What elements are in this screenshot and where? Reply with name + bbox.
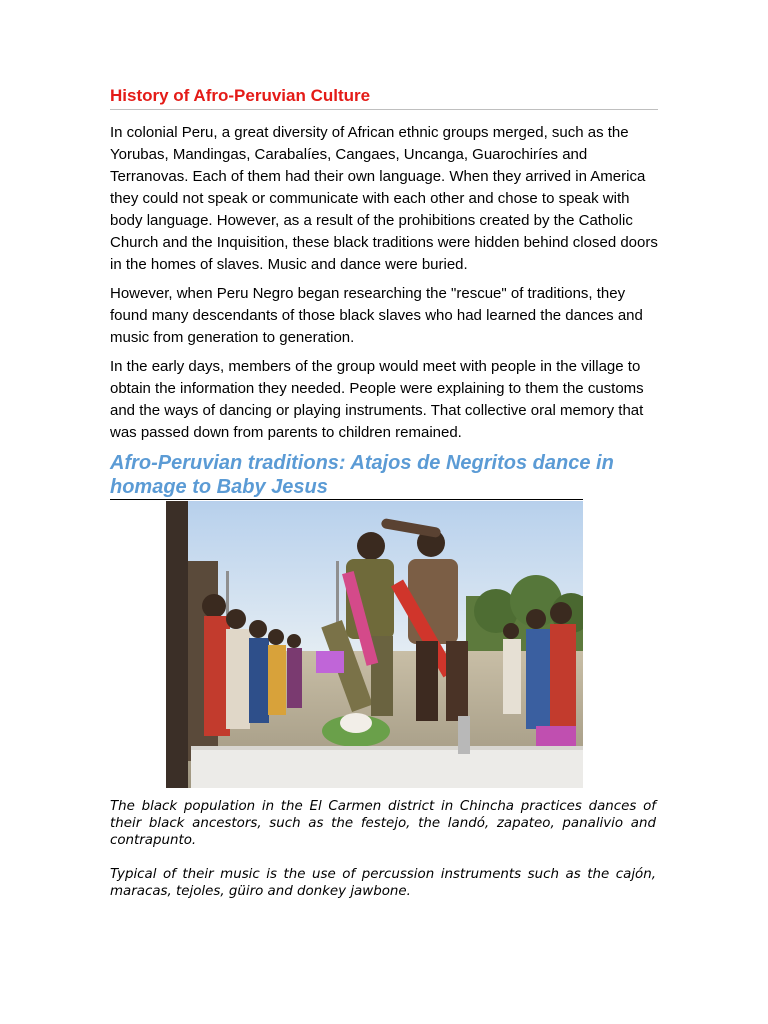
caption-el-carmen: The black population in the El Carmen district in Chincha practices dances of their black ancestors, such as the festejo, the landó, zapateo, panalivio and contrapunto. [110, 799, 656, 848]
paragraph-colonial-peru: In colonial Peru, a great diversity of African ethnic groups merged, such as the Yorubas, Mandingas, Carabalíes, Cangaes, Uncanga, Guarochiríes and Terranovas. Each of them had their own language. When they arrived in America they could not speak or communicate with each other and chose to speak with body language. However, as a result of the prohibitions created by the Catholic Church and the Inquisition, these black traditions were hidden behind closed doors in the homes of slaves. Music and dance were buried. [110, 124, 658, 273]
paragraph-early-days: In the early days, members of the group would meet with people in the village to obtain the information they needed. People were explaining to them the customs and the ways of dancing or playing instruments. That collective oral memory that was passed down from parents to children remained. [110, 358, 644, 441]
paragraph-peru-negro: However, when Peru Negro began researching the "rescue" of traditions, they found many descendants of those black slaves who had learned the dances and music from generation to generation. [110, 285, 643, 346]
section-subheading: Afro-Peruvian traditions: Atajos de Negritos dance in homage to Baby Jesus [110, 452, 614, 498]
caption-percussion: Typical of their music is the use of percussion instruments such as the cajón, maracas, tejoles, güiro and donkey jawbone. [110, 867, 656, 899]
dance-photo [166, 501, 583, 788]
page-heading: History of Afro-Peruvian Culture [110, 84, 658, 110]
subheading-divider [110, 499, 583, 500]
